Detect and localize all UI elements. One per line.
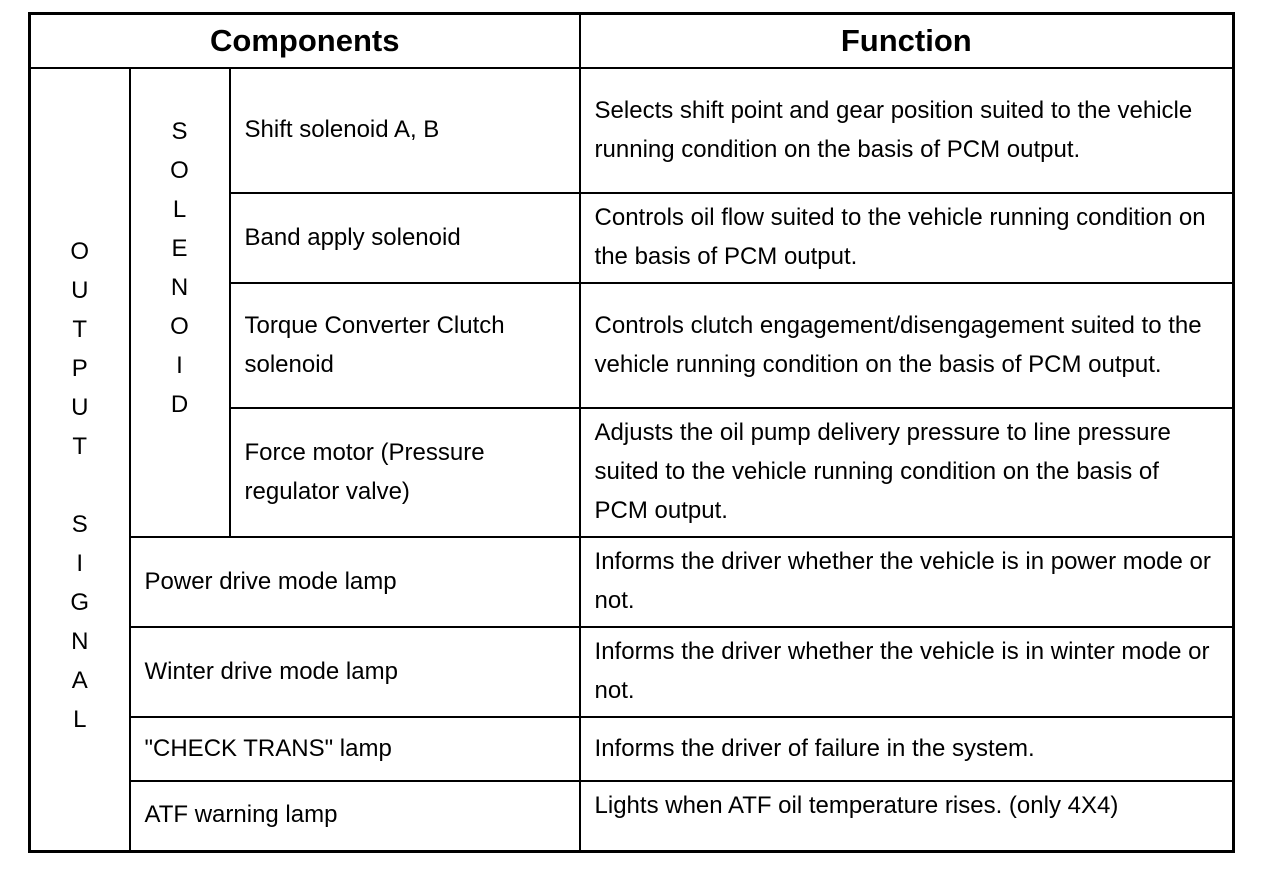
- table-row: [30, 68, 1234, 193]
- output-signal-label: [30, 68, 130, 851]
- solenoid-label: [130, 68, 230, 537]
- output-signal-letter: P: [71, 354, 88, 382]
- function-cell: Adjusts the oil pump delivery pressure to line pressure suited to the vehicle running condition on the basis of PCM output.: [580, 408, 1234, 537]
- table-row: [30, 717, 1234, 781]
- function-cell: Selects shift point and gear position suited to the vehicle running condition on the basis of PCM output.: [580, 68, 1234, 193]
- table-row: [30, 627, 1234, 717]
- output-signal-letter: U: [71, 393, 89, 421]
- component-cell: Band apply solenoid: [230, 193, 580, 283]
- output-signal-letter: O: [70, 237, 90, 265]
- output-signal-letter: A: [71, 666, 88, 694]
- function-cell: Informs the driver whether the vehicle is in winter mode or not.: [580, 627, 1234, 717]
- output-signal-letter: S: [71, 510, 88, 538]
- output-signal-letter: N: [71, 627, 89, 655]
- output-signal-letter: L: [73, 705, 87, 733]
- component-cell: "CHECK TRANS" lamp: [130, 717, 580, 781]
- components-header: Components: [30, 14, 580, 69]
- component-cell: Shift solenoid A, B: [230, 68, 580, 193]
- table-row: [30, 781, 1234, 851]
- function-cell: Controls oil flow suited to the vehicle running condition on the basis of PCM output.: [580, 193, 1234, 283]
- component-cell: Winter drive mode lamp: [130, 627, 580, 717]
- solenoid-letter: D: [170, 390, 189, 418]
- output-signal-letter: U: [71, 276, 89, 304]
- function-cell: Lights when ATF oil temperature rises. (only 4X4): [580, 781, 1234, 851]
- component-cell: Force motor (Pressure regulator valve): [230, 408, 580, 537]
- solenoid-letter: L: [172, 195, 187, 223]
- function-cell: Controls clutch engagement/disengagement suited to the vehicle running condition on the basis of PCM output.: [580, 283, 1234, 408]
- function-cell: Informs the driver of failure in the system.: [580, 717, 1234, 781]
- solenoid-letter: E: [171, 234, 188, 262]
- header-row: [30, 14, 1234, 69]
- solenoid-letter: O: [170, 312, 189, 340]
- output-signal-letter: T: [72, 315, 88, 343]
- output-signal-letter: T: [72, 432, 88, 460]
- function-header: Function: [580, 14, 1234, 69]
- function-cell: Informs the driver whether the vehicle is in power mode or not.: [580, 537, 1234, 627]
- components-function-table: [28, 12, 1235, 853]
- component-cell: ATF warning lamp: [130, 781, 580, 851]
- output-signal-gap: [31, 466, 129, 505]
- component-cell: Torque Converter Clutch solenoid: [230, 283, 580, 408]
- solenoid-letter: S: [171, 117, 188, 145]
- output-signal-letter: G: [70, 588, 90, 616]
- solenoid-letter: N: [170, 273, 189, 301]
- solenoid-letter: I: [176, 351, 183, 379]
- output-signal-letter: I: [76, 549, 84, 577]
- component-cell: Power drive mode lamp: [130, 537, 580, 627]
- solenoid-letter: O: [170, 156, 189, 184]
- table-row: [30, 537, 1234, 627]
